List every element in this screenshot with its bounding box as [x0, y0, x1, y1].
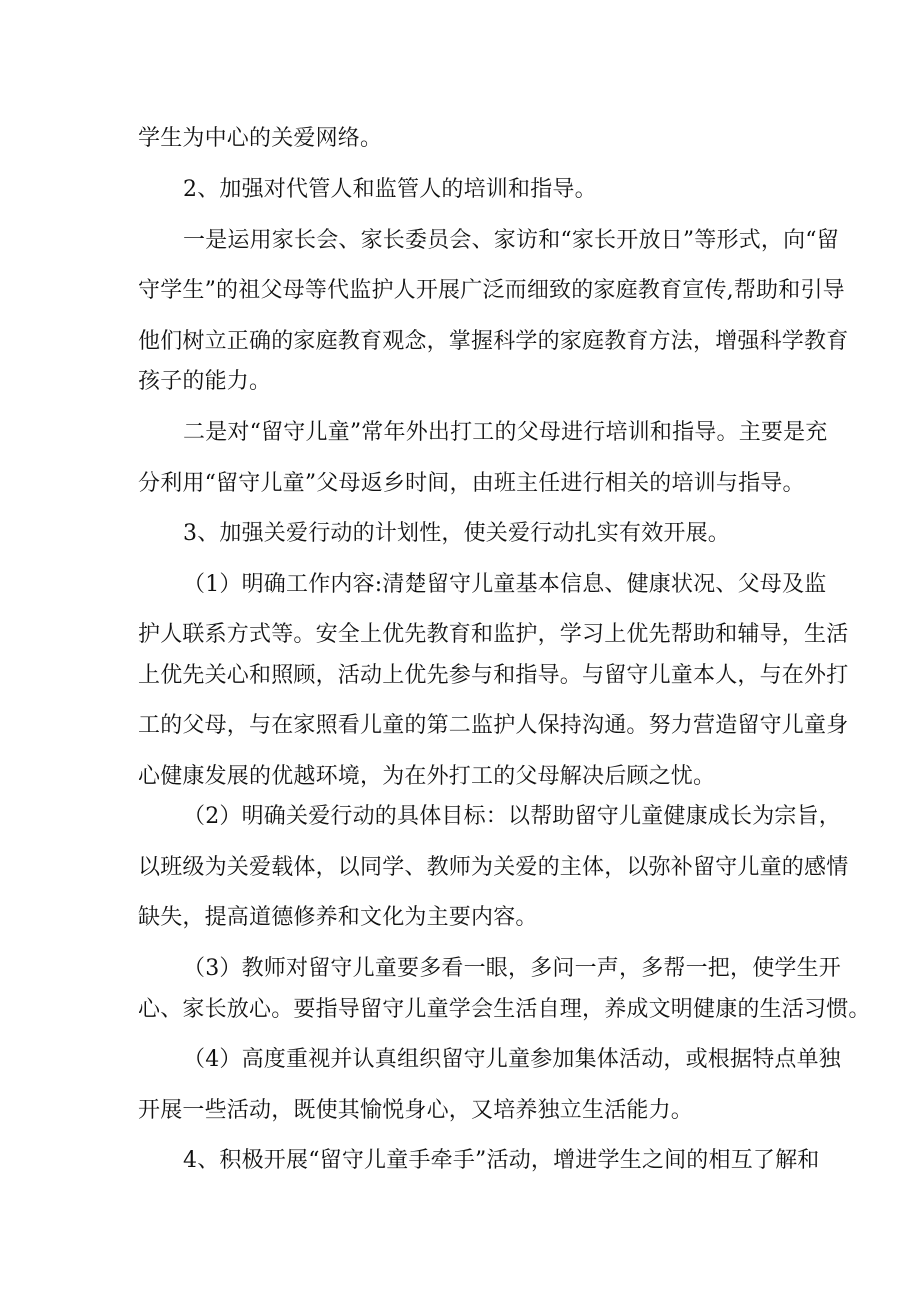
section-heading: 2、加强对代管人和监管人的培训和指导。 — [183, 177, 597, 202]
text-line: （3）教师对留守儿童要多看一眼，多问一声，多帮一把，使学生开 — [183, 956, 841, 981]
text-line: 以班级为关爱载体，以同学、教师为关爱的主体，以弥补留守儿童的感情 — [138, 855, 849, 880]
text-line: （4）高度重视并认真组织留守儿童参加集体活动，或根据特点单独 — [183, 1047, 841, 1072]
text-line: （2）明确关爱行动的具体目标：以帮助留守儿童健康成长为宗旨， — [183, 804, 841, 829]
text-line: 缺失，提高道德修养和文化为主要内容。 — [138, 905, 538, 930]
text-line: 心、家长放心。要指导留守儿童学会生活自理，养成文明健康的生活习惯。 — [138, 997, 871, 1022]
text-line: 分利用“留守儿童”父母返乡时间，由班主任进行相关的培训与指导。 — [138, 471, 805, 496]
text-line: 他们树立正确的家庭教育观念，掌握科学的家庭教育方法，增强科学教育 — [138, 329, 849, 354]
text-line: 工的父母，与在家照看儿童的第二监护人保持沟通。努力营造留守儿童身 — [138, 713, 849, 738]
section-heading: 4、积极开展“留守儿童手牵手”活动，增进学生之间的相互了解和 — [183, 1148, 820, 1173]
text-line: 学生为中心的关爱网络。 — [138, 126, 383, 151]
text-line: 开展一些活动，既使其愉悦身心，又培养独立生活能力。 — [138, 1098, 694, 1123]
text-line: 二是对“留守儿童”常年外出打工的父母进行培训和指导。主要是充 — [183, 420, 828, 445]
text-line: （1）明确工作内容:清楚留守儿童基本信息、健康状况、父母及监 — [183, 572, 827, 597]
text-line: 守学生”的祖父母等代监护人开展广泛而细致的家庭教育宣传,帮助和引导 — [138, 278, 845, 303]
text-line: 护人联系方式等。安全上优先教育和监护，学习上优先帮助和辅导，生活 — [138, 622, 849, 647]
text-line: 上优先关心和照顾，活动上优先参与和指导。与留守儿童本人，与在外打 — [138, 663, 849, 688]
text-line: 孩子的能力。 — [138, 369, 272, 394]
section-heading: 3、加强关爱行动的计划性，使关爱行动扎实有效开展。 — [183, 521, 730, 546]
text-line: 一是运用家长会、家长委员会、家访和“家长开放日”等形式，向“留 — [183, 228, 839, 253]
text-line: 心健康发展的优越环境，为在外打工的父母解决后顾之忧。 — [138, 764, 716, 789]
